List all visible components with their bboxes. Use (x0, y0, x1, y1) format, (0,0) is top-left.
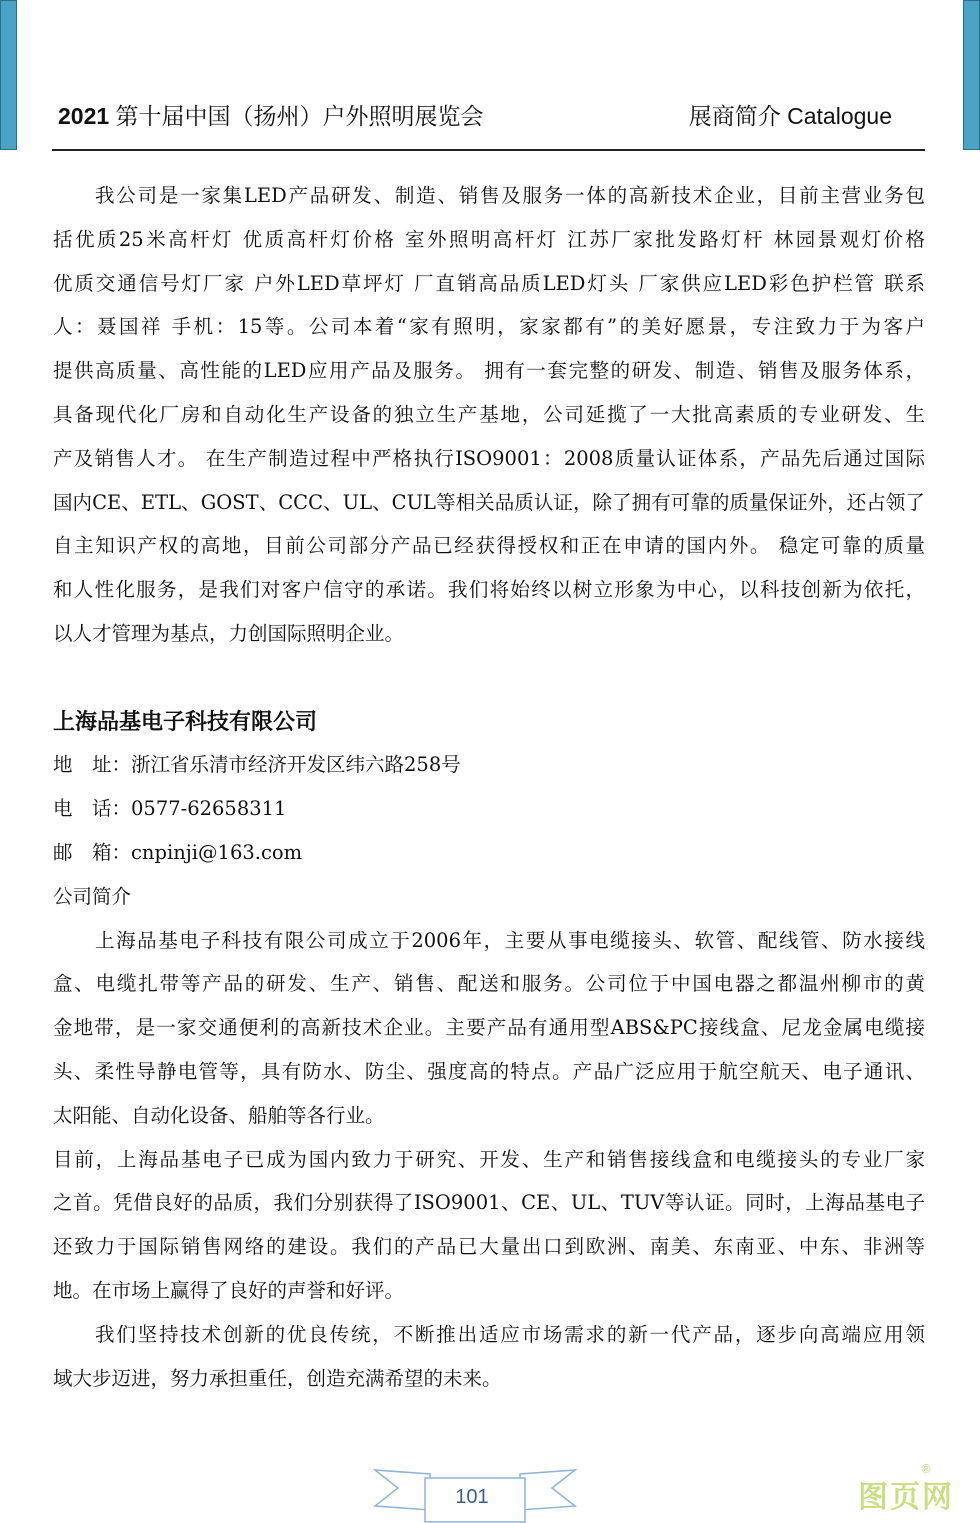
profile-line: 太阳能、自动化设备、船舶等各行业。 (53, 1103, 385, 1127)
intro-line: 自主知识产权的高地，目前公司部分产品已经获得授权和正在申请的国内外。 稳定可靠的质量 (53, 534, 925, 558)
profile-line: 我们坚持技术创新的优良传统，不断推出适应市场需求的新一代产品，逐步向高端应用领 (95, 1322, 925, 1346)
company-phone: 电 话：0577-62658311 (53, 797, 287, 821)
profile-line: 域大步迈进，努力承担重任，创造充满希望的未来。 (53, 1366, 502, 1390)
profile-line: 地。在市场上赢得了良好的声誉和好评。 (53, 1278, 405, 1302)
profile-line: 还致力于国际销售网络的建设。我们的产品已大量出口到欧洲、南美、东南亚、中东、非洲等 (53, 1235, 925, 1259)
profile-line: 头、柔性导静电管等，具有防水、防尘、强度高的特点。产品广泛应用于航空航天、电子通讯、 (53, 1059, 925, 1083)
profile-line: 目前，上海品基电子已成为国内致力于研究、开发、生产和销售接线盒和电缆接头的专业厂家 (53, 1147, 925, 1171)
intro-line: 以人才管理为基点，力创国际照明企业。 (53, 621, 405, 645)
intro-line: 产及销售人才。 在生产制造过程中严格执行ISO9001：2008质量认证体系，产品先后通过国际 (53, 446, 925, 470)
company-email: 邮 箱：cnpinji@163.com (53, 840, 303, 864)
intro-line: 国内CE、ETL、GOST、CCC、UL、CUL等相关品质认证，除了拥有可靠的质量保证外，还占领了 (53, 490, 925, 514)
profile-label: 公司简介 (53, 884, 132, 908)
intro-line: 优质交通信号灯厂家 户外LED草坪灯 厂直销高品质LED灯头 厂家供应LED彩色护栏管 联系 (53, 271, 925, 295)
company-name: 上海品基电子科技有限公司 (53, 708, 318, 734)
header-title: 第十届中国（扬州）户外照明展览会 (109, 103, 484, 129)
profile-line: 之首。凭借良好的品质，我们分别获得了ISO9001、CE、UL、TUV等认证。同时，上海品基电子 (53, 1191, 925, 1215)
intro-line: 我公司是一家集LED产品研发、制造、销售及服务一体的高新技术企业，目前主营业务包 (95, 184, 925, 207)
header-event-title (58, 98, 484, 131)
profile-line: 盒、电缆扎带等产品的研发、生产、销售、配送和服务。公司位于中国电器之都温州柳市的黄 (53, 972, 925, 996)
intro-line: 和人性化服务，是我们对客户信守的承诺。我们将始终以树立形象为中心，以科技创新为依托， (53, 578, 925, 602)
header-divider (52, 149, 925, 151)
left-edge-bar (0, 0, 17, 150)
profile-line: 金地带，是一家交通便利的高新技术企业。主要产品有通用型ABS&PC接线盒、尼龙金属电缆接 (53, 1016, 925, 1040)
intro-line: 括优质25米高杆灯 优质高杆灯价格 室外照明高杆灯 江苏厂家批发路灯杆 林园景观灯价格 (53, 227, 925, 251)
page-number: 101 (455, 1486, 489, 1508)
profile-line: 上海品基电子科技有限公司成立于2006年，主要从事电缆接头、软管、配线管、防水接线 (95, 928, 925, 952)
watermark-logo: 图页网 (858, 1480, 954, 1515)
company-address: 地 址：浙江省乐清市经济开发区纬六路258号 (53, 753, 461, 777)
watermark-registered-mark: ® (920, 1462, 932, 1476)
right-edge-bar (963, 0, 980, 150)
header-year: 2021 (58, 103, 110, 129)
page-body (53, 174, 925, 1400)
intro-line: 具备现代化厂房和自动化生产设备的独立生产基地，公司延揽了一大批高素质的专业研发、生 (53, 402, 925, 426)
intro-line: 人：聂国祥 手机：15等。公司本着“家有照明，家家都有”的美好愿景，专注致力于为客户 (53, 315, 925, 339)
header-section: 展商简介 Catalogue (688, 103, 892, 129)
intro-line: 提供高质量、高性能的LED应用产品及服务。 拥有一套完整的研发、制造、销售及服务体系， (53, 359, 925, 383)
blank-line (53, 656, 925, 700)
